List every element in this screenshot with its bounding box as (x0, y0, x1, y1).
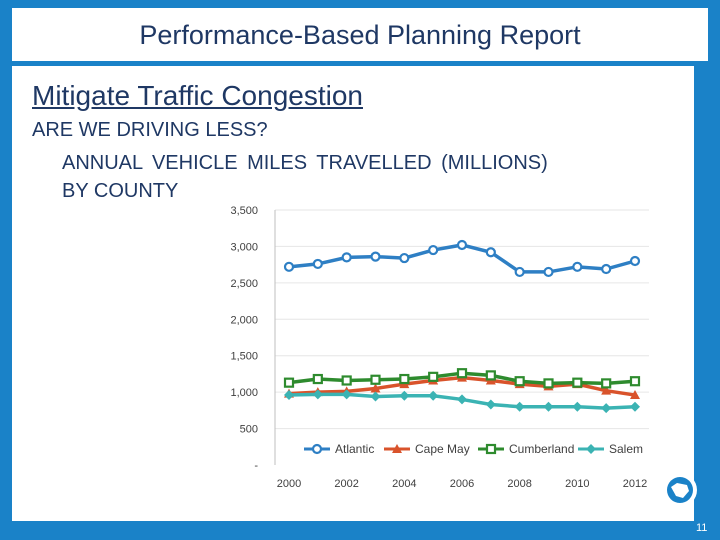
vmt-line-chart (212, 202, 658, 494)
data-point-atlantic (314, 260, 322, 268)
legend-label-cape-may: Cape May (415, 442, 470, 456)
section-question: ARE WE DRIVING LESS? (32, 119, 268, 141)
data-point-cumberland (631, 377, 639, 385)
data-point-cumberland (372, 376, 380, 384)
section-title: Mitigate Traffic Congestion (32, 80, 363, 111)
data-point-atlantic (516, 268, 524, 276)
data-point-cumberland (545, 379, 553, 387)
report-title: Performance-Based Planning Report (139, 20, 581, 50)
data-point-cumberland (602, 379, 610, 387)
x-tick-label: 2000 (276, 478, 302, 490)
data-point-atlantic (631, 257, 639, 265)
header-bar (12, 8, 708, 61)
y-tick-label: 2,500 (230, 277, 258, 290)
legend-label-salem: Salem (609, 442, 644, 456)
y-tick-label: 1,000 (230, 387, 258, 400)
data-point-atlantic (343, 253, 351, 261)
data-point-atlantic (285, 263, 293, 271)
legend-label-atlantic: Atlantic (335, 442, 375, 456)
data-point-cumberland (458, 369, 466, 377)
x-tick-label: 2012 (622, 478, 648, 490)
data-point-cumberland (285, 379, 293, 387)
data-point-atlantic (602, 265, 610, 273)
data-point-cumberland (314, 375, 322, 383)
legend-label-cumberland: Cumberland (509, 442, 575, 456)
legend-marker-cumberland (487, 445, 495, 453)
data-point-atlantic (400, 254, 408, 262)
data-point-atlantic (458, 241, 466, 249)
sjtpo-logo-icon (661, 471, 699, 509)
y-tick-label: - (254, 460, 258, 472)
x-tick-label: 2008 (507, 478, 532, 490)
data-point-cumberland (573, 379, 581, 387)
y-tick-label: 1,500 (230, 350, 258, 363)
data-point-atlantic (545, 268, 553, 276)
y-tick-label: 2,000 (230, 314, 258, 327)
data-point-atlantic (487, 248, 495, 256)
chart-caption-line1: ANNUAL VEHICLE MILES TRAVELLED (MILLIONS) (62, 152, 548, 174)
data-point-cumberland (516, 377, 524, 385)
legend-marker-atlantic (313, 445, 321, 453)
page-number: 11 (696, 522, 708, 534)
data-point-atlantic (573, 263, 581, 271)
data-point-cumberland (429, 373, 437, 381)
data-point-cumberland (343, 376, 351, 384)
x-tick-label: 2006 (449, 478, 475, 490)
data-point-cumberland (487, 371, 495, 379)
y-tick-label: 500 (239, 423, 258, 436)
y-tick-label: 3,000 (230, 241, 258, 254)
data-point-atlantic (372, 253, 380, 261)
data-point-cumberland (400, 375, 408, 383)
x-tick-label: 2002 (334, 478, 359, 490)
x-tick-label: 2004 (392, 478, 417, 490)
data-point-atlantic (429, 246, 437, 254)
y-tick-label: 3,500 (230, 205, 258, 217)
x-tick-label: 2010 (565, 478, 590, 490)
chart-caption-line2: BY COUNTY (62, 180, 179, 202)
